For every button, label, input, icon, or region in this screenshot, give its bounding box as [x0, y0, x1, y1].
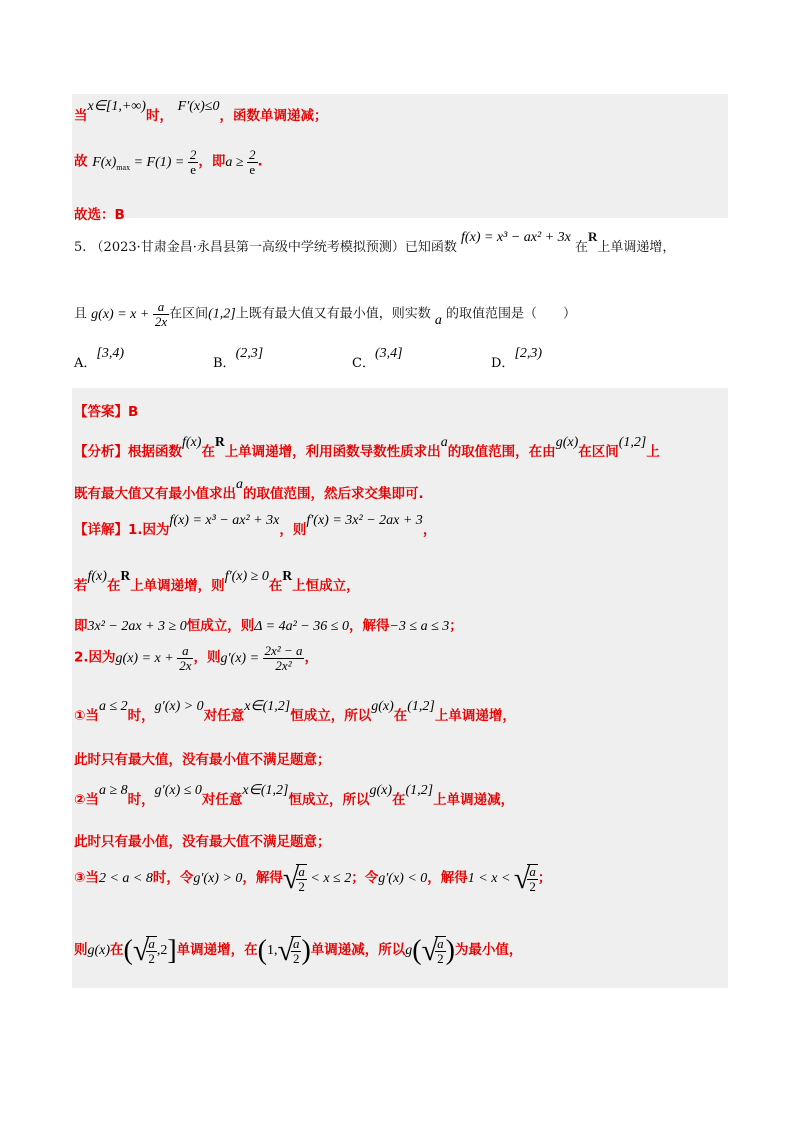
answer-label: 【答案】B [74, 404, 139, 420]
prev-line-2: 故 $F(x)_{max} = F(1)$ = $\frac{2}{e}$ ，即a ≥ $\frac{2}{e}$ . [74, 147, 263, 177]
question-line-2: 且 g(x) = x + $\frac{a}{2x}$ 在区间(1,2]上既有最大值又有最小值，则实数 a 的取值范围是（ ） [74, 299, 577, 329]
math-derivative: F′(x)≤0 [177, 99, 220, 114]
detail-line-7: ②当a ≥ 8时，g′(x) ≤ 0对任意x∈(1,2]恒成立，所以g(x)在(1,2]上单调递减， [74, 783, 515, 808]
detail-line-1: 【详解】1.因为f(x) = x³ − ax² + 3x，则f′(x) = 3x² − 2ax + 3， [74, 513, 437, 538]
fraction: $\frac{2}{e}$ [189, 147, 197, 177]
option-d[interactable]: D．[2,3) [491, 346, 543, 371]
fraction: $\frac{a}{2x}$ [179, 643, 192, 673]
sqrt: √ $\frac{a}{2}$ [513, 862, 536, 895]
detail-line-2: 若f(x)在R上单调递增，则f′(x) ≥ 0在R上恒成立， [74, 568, 360, 594]
detail-line-5: ①当a ≤ 2时，g′(x) > 0对任意x∈(1,2]恒成立，所以g(x)在(1,2]上单调递增， [74, 699, 516, 724]
prev-line-1: 当x∈[1,+∞)时， F′(x)≤0，函数单调递减； [74, 99, 328, 124]
fraction: $\frac{a}{2x}$ [154, 299, 168, 329]
math-condition: x∈[1,+∞) [87, 99, 146, 114]
math-fx: f(x) = x³ − ax² + 3x [461, 230, 571, 245]
answer-block [72, 388, 728, 988]
sqrt: √ $\frac{a}{2}$ [421, 934, 444, 967]
fraction: $\frac{2}{e}$ [249, 147, 256, 177]
option-a[interactable]: A．[3,4) [74, 346, 125, 371]
sqrt: √ $\frac{a}{2}$ [282, 862, 305, 895]
detail-line-9: ③当2 < a < 8时，令g′(x) > 0，解得√ $\frac{a}{2}$ < x ≤ 2；令g′(x) < 0，解得1 < x < √ $\frac{a}{2}$ ； [74, 862, 552, 895]
option-b[interactable]: B．(2,3] [213, 346, 264, 371]
sqrt: √ $\frac{a}{2}$ [277, 934, 300, 967]
detail-line-4: 2.因为g(x) = x + $\frac{a}{2x}$ ，则g′(x) = $\frac{\text{2x² − a}}{\text{2x²}}$ ， [74, 643, 318, 673]
detail-line-6: 此时只有最大值，没有最小值不满足题意； [74, 752, 331, 768]
question-line-1: 5. （2023·甘肃金昌·永昌县第一高级中学统考模拟预测）已知函数 f(x) = x³ − ax² + 3x 在R上单调递增， [74, 229, 676, 255]
analysis-line-2: 既有最大值又有最小值求出a的取值范围，然后求交集即可. [74, 477, 424, 502]
analysis-line-1: 【分析】根据函数f(x)在R上单调递增，利用函数导数性质求出a的取值范围，在由g(x)在区间(1,2]上 [74, 434, 660, 460]
option-c[interactable]: C．(3,4] [352, 346, 403, 371]
detail-line-8: 此时只有最小值，没有最大值不满足题意； [74, 834, 331, 850]
fraction: $\frac{\text{2x² − a}}{\text{2x²}}$ [264, 643, 303, 673]
detail-line-3: 即3x² − 2ax + 3 ≥ 0恒成立，则Δ = 4a² − 36 ≤ 0，解得−3 ≤ a ≤ 3； [74, 618, 463, 634]
detail-line-10: 则g(x)在(√ $\frac{a}{2}$ ,2]单调递增，在(1,√ $\frac{a}{2}$ )单调递减，所以g(√ $\frac{a}{2}$ )为最小值， [74, 934, 523, 967]
prev-choice: 故选：B [74, 207, 125, 223]
sqrt: √ $\frac{a}{2}$ [132, 934, 155, 967]
